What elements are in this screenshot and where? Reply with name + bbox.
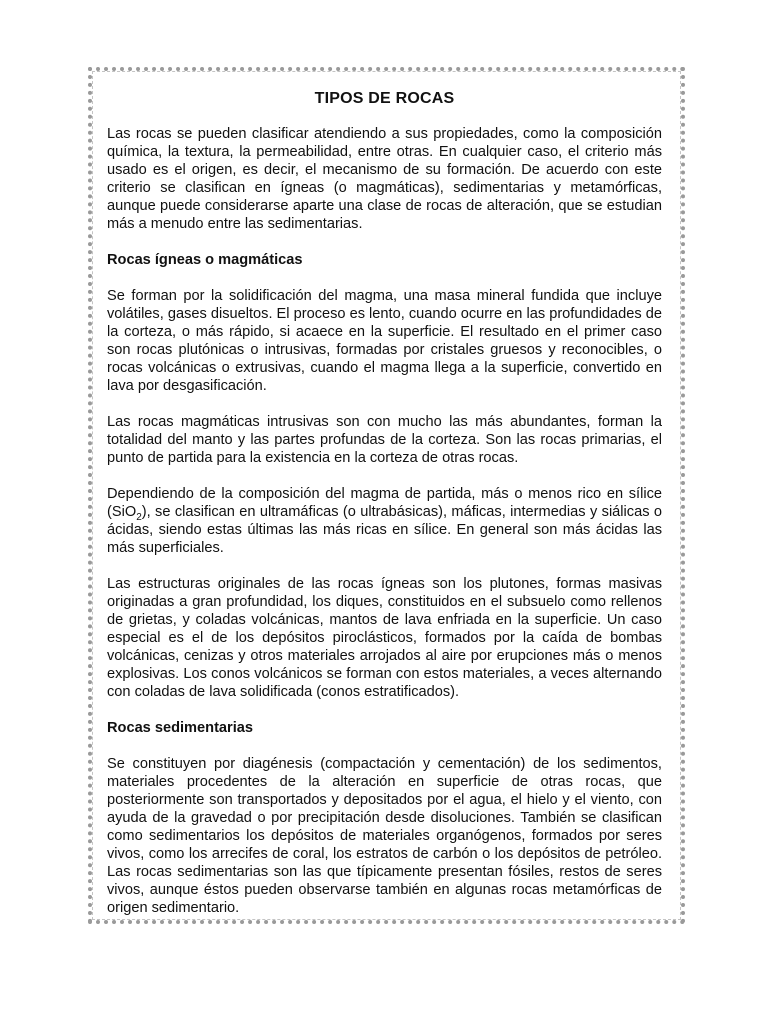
document-body (107, 90, 662, 935)
igneous-paragraph-1: Se forman por la solidificación del magma, una masa mineral fundida que incluye volátiles, gases disueltos. El proceso es lento, cuando ocurre en las profundidades de la corteza, o más rápido, si acaece en la superficie. El resultado en el primer caso son rocas plutónicas o intrusivas, formadas por cristales gruesos y reconocibles, o rocas volcánicas o extrusivas, cuando el magma llega a la superficie, convertido en lava por desgasificación. (107, 288, 662, 394)
section-heading-sedimentary: Rocas sedimentarias (107, 720, 254, 736)
igneous-paragraph-3 (107, 485, 662, 557)
sedimentary-paragraph-1: Se constituyen por diagénesis (compactación y cementación) de los sedimentos, materiales procedentes de la alteración en superficie de otras rocas, que posteriormente son transportados y depositados por el agua, el hielo y el viento, con ayuda de la gravedad o por precipitación desde disoluciones. También se clasifican como sedimentarios los depósitos de materiales organógenos, formados por seres vivos, como los arrecifes de coral, los estratos de carbón o los depósitos de petróleo. Las rocas sedimentarias son las que típicamente presentan fósiles, restos de seres vivos, aunque éstos pueden observarse también en algunas rocas metamórficas de origen sedimentario. (107, 756, 662, 916)
igneous-paragraph-4: Las estructuras originales de las rocas ígneas son los plutones, formas masivas originadas a gran profundidad, los diques, constituidos en el subsuelo como rellenos de grietas, y coladas volcánicas, mantos de lava enfriada en la superficie. Un caso especial es el de los depósitos piroclásticos, formados por la caída de bombas volcánicas, cenizas y otros materiales arrojados al aire por erupciones más o menos explosivas. Los conos volcánicos se forman con estos materiales, a veces alternando con coladas de lava solidificada (conos estratificados). (107, 576, 662, 700)
intro-paragraph: Las rocas se pueden clasificar atendiendo a sus propiedades, como la composición química, la textura, la permeabilidad, entre otras. En cualquier caso, el criterio más usado es el origen, es decir, el mecanismo de su formación. De acuerdo con este criterio se clasifican en ígneas (o magmáticas), sedimentarias y metamórficas, aunque puede considerarse aparte una clase de rocas de alteración, que se estudian más a menudo entre las sedimentarias. (107, 126, 662, 232)
igneous-paragraph-2: Las rocas magmáticas intrusivas son con mucho las más abundantes, forman la totalidad del manto y las partes profundas de la corteza. Son las rocas primarias, el punto de partida para la existencia en la corteza de otras rocas. (107, 414, 662, 466)
page-title: TIPOS DE ROCAS (314, 90, 455, 107)
silica-formula-subscript: 2 (136, 511, 142, 523)
igneous-paragraph-3-part-1: Dependiendo de la composición del magma de partida, más o menos rico en sílice (SiO (107, 486, 662, 520)
igneous-paragraph-3-part-2: ), se clasifican en ultramáficas (o ultrabásicas), máficas, intermedias y siálicas o ácidas, siendo estas últimas las más ricas en sílice. En general son más ácidas las más superficiales. (107, 504, 662, 556)
section-heading-igneous: Rocas ígneas o magmáticas (107, 252, 303, 268)
